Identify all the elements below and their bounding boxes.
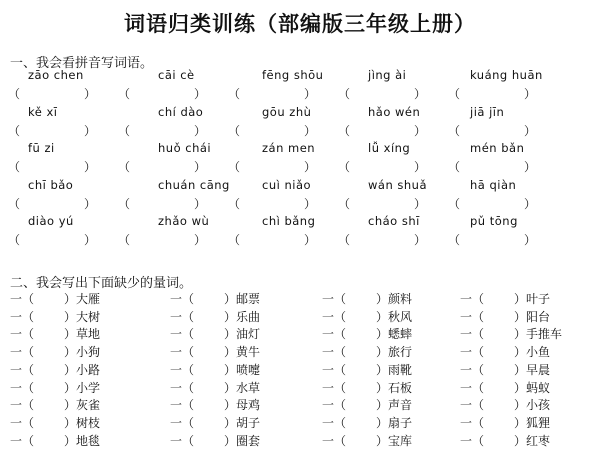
open-paren: （: [448, 123, 461, 138]
measure-prefix: 一（: [10, 327, 35, 342]
measure-word-item[interactable]: [10, 290, 100, 307]
measure-word-item[interactable]: [10, 379, 100, 396]
measure-suffix: ）: [376, 345, 389, 360]
measure-word-item[interactable]: [322, 343, 412, 360]
close-paren: ）: [84, 233, 97, 247]
measure-word-item[interactable]: [170, 343, 260, 360]
close-paren: ）: [84, 123, 97, 138]
open-paren: （: [338, 233, 351, 247]
measure-word-item[interactable]: [10, 325, 100, 342]
measure-word-item[interactable]: [10, 414, 100, 431]
open-paren: （: [338, 160, 351, 174]
measure-suffix: ）: [224, 345, 237, 360]
pinyin-prompt: hǎo wén: [368, 104, 421, 119]
measure-noun: 蚂蚁: [526, 380, 551, 395]
measure-word-item[interactable]: [460, 325, 562, 342]
measure-noun: 小狗: [76, 345, 101, 360]
measure-word-item[interactable]: [460, 396, 550, 413]
measure-prefix: 一（: [322, 292, 347, 306]
close-paren: ）: [524, 233, 537, 247]
open-paren: （: [448, 233, 461, 247]
measure-suffix: ）: [376, 309, 389, 324]
close-paren: ）: [414, 233, 427, 247]
measure-word-item[interactable]: [170, 414, 260, 431]
open-paren: （: [8, 87, 21, 101]
measure-word-item[interactable]: [170, 290, 260, 307]
pinyin-prompt: wán shuǎ: [368, 177, 428, 192]
close-paren: ）: [304, 87, 317, 101]
measure-prefix: 一（: [460, 309, 485, 324]
measure-suffix: ）: [514, 415, 527, 430]
measure-suffix: ）: [224, 309, 237, 324]
measure-word-item[interactable]: [322, 290, 412, 307]
close-paren: ）: [524, 160, 537, 174]
measure-word-item[interactable]: [10, 343, 100, 360]
measure-prefix: 一（: [170, 398, 195, 413]
measure-prefix: 一（: [10, 415, 35, 430]
measure-prefix: 一（: [170, 415, 195, 430]
measure-prefix: 一（: [10, 362, 35, 377]
measure-noun: 水草: [236, 380, 261, 395]
measure-prefix: 一（: [460, 380, 485, 395]
measure-noun: 黄牛: [236, 345, 261, 360]
open-paren: （: [118, 233, 131, 247]
close-paren: ）: [194, 123, 207, 138]
measure-noun: 圈套: [236, 433, 261, 448]
measure-suffix: ）: [224, 380, 237, 395]
open-paren: （: [338, 196, 351, 211]
measure-prefix: 一（: [10, 380, 35, 395]
measure-prefix: 一（: [170, 362, 195, 377]
measure-noun: 蟋蟀: [388, 327, 413, 342]
measure-prefix: 一（: [322, 380, 347, 395]
measure-noun: 树枝: [76, 415, 101, 430]
measure-noun: 大雁: [76, 292, 101, 306]
measure-word-item[interactable]: [460, 308, 550, 325]
measure-noun: 狐狸: [526, 415, 551, 430]
open-paren: （: [228, 87, 241, 101]
measure-suffix: ）: [224, 398, 237, 413]
pinyin-prompt: lǚ xíng: [368, 141, 411, 155]
pinyin-prompt: chì bǎng: [262, 214, 316, 228]
measure-word-item[interactable]: [170, 432, 260, 449]
measure-prefix: 一（: [170, 433, 195, 448]
measure-suffix: ）: [376, 292, 389, 306]
measure-suffix: ）: [224, 292, 237, 306]
pinyin-prompt: fū zi: [28, 141, 55, 155]
measure-noun: 小鱼: [526, 345, 551, 360]
pinyin-prompt: zāo chen: [28, 68, 84, 82]
measure-noun: 声音: [388, 398, 413, 413]
section2-heading: 二、我会写出下面缺少的量词。: [10, 276, 193, 291]
pinyin-prompt: cāi cè: [158, 68, 195, 82]
measure-prefix: 一（: [322, 433, 347, 448]
pinyin-prompt: cuì niǎo: [262, 177, 312, 192]
close-paren: ）: [194, 233, 207, 247]
measure-word-item[interactable]: [322, 325, 412, 342]
measure-suffix: ）: [64, 415, 77, 430]
measure-noun: 颜料: [388, 292, 413, 306]
measure-suffix: ）: [224, 415, 237, 430]
close-paren: ）: [304, 233, 317, 247]
measure-suffix: ）: [376, 398, 389, 413]
measure-prefix: 一（: [10, 292, 35, 306]
measure-prefix: 一（: [10, 398, 35, 413]
measure-prefix: 一（: [322, 415, 347, 430]
pinyin-prompt: kě xī: [28, 104, 58, 119]
pinyin-prompt: zhǎo wù: [158, 214, 210, 228]
close-paren: ）: [524, 196, 537, 211]
close-paren: ）: [524, 123, 537, 138]
measure-suffix: ）: [64, 309, 77, 324]
measure-suffix: ）: [376, 327, 389, 342]
measure-prefix: 一（: [322, 362, 347, 377]
measure-word-item[interactable]: [10, 432, 100, 449]
open-paren: （: [228, 123, 241, 138]
measure-noun: 灰雀: [76, 398, 101, 413]
measure-prefix: 一（: [460, 327, 485, 342]
measure-suffix: ）: [514, 433, 527, 448]
measure-noun: 邮票: [236, 292, 261, 306]
measure-noun: 石板: [388, 380, 413, 395]
open-paren: （: [8, 123, 21, 138]
measure-word-item[interactable]: [460, 432, 550, 449]
measure-word-item[interactable]: [10, 361, 100, 378]
measure-suffix: ）: [376, 362, 389, 377]
measure-noun: 阳台: [526, 309, 551, 324]
pinyin-prompt: hā qiàn: [470, 177, 517, 192]
measure-prefix: 一（: [460, 362, 485, 377]
measure-suffix: ）: [376, 433, 389, 448]
open-paren: （: [8, 160, 21, 174]
pinyin-prompt: diào yú: [28, 214, 74, 228]
open-paren: （: [338, 87, 351, 101]
close-paren: ）: [414, 160, 427, 174]
measure-word-item[interactable]: [460, 361, 550, 378]
open-paren: （: [338, 123, 351, 138]
measure-noun: 早晨: [526, 362, 551, 377]
measure-prefix: 一（: [10, 433, 35, 448]
measure-word-item[interactable]: [170, 325, 260, 342]
open-paren: （: [118, 196, 131, 211]
measure-noun: 大树: [76, 309, 101, 324]
open-paren: （: [448, 87, 461, 101]
measure-prefix: 一（: [460, 345, 485, 360]
measure-prefix: 一（: [460, 433, 485, 448]
pinyin-prompt: cháo shī: [368, 214, 420, 228]
pinyin-prompt: chī bǎo: [28, 177, 74, 192]
open-paren: （: [448, 196, 461, 211]
measure-prefix: 一（: [170, 380, 195, 395]
measure-noun: 红枣: [526, 433, 551, 448]
measure-word-item[interactable]: [322, 361, 412, 378]
close-paren: ）: [524, 87, 537, 101]
measure-word-item[interactable]: [322, 308, 412, 325]
measure-prefix: 一（: [170, 309, 195, 324]
open-paren: （: [448, 160, 461, 174]
measure-prefix: 一（: [460, 398, 485, 413]
pinyin-prompt: mén bǎn: [470, 141, 525, 155]
close-paren: ）: [194, 87, 207, 101]
measure-word-item[interactable]: [460, 290, 550, 307]
measure-word-item[interactable]: [322, 379, 412, 396]
measure-noun: 扇子: [388, 415, 413, 430]
open-paren: （: [118, 87, 131, 101]
pinyin-prompt: pǔ tōng: [470, 214, 518, 228]
close-paren: ）: [84, 196, 97, 211]
measure-prefix: 一（: [170, 292, 195, 306]
measure-prefix: 一（: [460, 292, 485, 306]
measure-prefix: 一（: [10, 345, 35, 360]
measure-suffix: ）: [64, 433, 77, 448]
measure-word-item[interactable]: [322, 432, 412, 449]
measure-suffix: ）: [64, 345, 77, 360]
measure-suffix: ）: [224, 362, 237, 377]
open-paren: （: [118, 123, 131, 138]
measure-noun: 叶子: [526, 292, 551, 306]
measure-noun: 油灯: [236, 327, 261, 342]
measure-suffix: ）: [64, 362, 77, 377]
pinyin-prompt: gōu zhù: [262, 104, 312, 119]
measure-noun: 小孩: [526, 398, 551, 413]
measure-prefix: 一（: [322, 309, 347, 324]
pinyin-prompt: chí dào: [158, 104, 204, 119]
measure-noun: 宝库: [388, 433, 413, 448]
open-paren: （: [228, 160, 241, 174]
close-paren: ）: [84, 87, 97, 101]
measure-noun: 地毯: [76, 433, 101, 448]
close-paren: ）: [304, 123, 317, 138]
measure-prefix: 一（: [322, 345, 347, 360]
section1-heading: 一、我会看拼音写词语。: [10, 56, 154, 71]
measure-suffix: ）: [514, 398, 527, 413]
measure-suffix: ）: [514, 362, 527, 377]
measure-word-item[interactable]: [170, 308, 260, 325]
measure-word-item[interactable]: [10, 396, 100, 413]
page-title: 词语归类训练（部编版三年级上册）: [124, 12, 476, 36]
measure-noun: 喷嚏: [236, 362, 261, 377]
open-paren: （: [8, 233, 21, 247]
measure-word-item[interactable]: [460, 343, 550, 360]
measure-word-item[interactable]: [170, 379, 260, 396]
measure-suffix: ）: [64, 380, 77, 395]
close-paren: ）: [84, 160, 97, 174]
open-paren: （: [118, 160, 131, 174]
measure-noun: 旅行: [388, 345, 413, 360]
measure-suffix: ）: [224, 433, 237, 448]
open-paren: （: [228, 196, 241, 211]
measure-suffix: ）: [64, 398, 77, 413]
close-paren: ）: [304, 160, 317, 174]
pinyin-prompt: chuán cāng: [158, 177, 230, 192]
pinyin-prompt: huǒ chái: [158, 141, 212, 155]
measure-prefix: 一（: [170, 345, 195, 360]
measure-noun: 雨靴: [388, 362, 413, 377]
measure-suffix: ）: [64, 292, 77, 306]
close-paren: ）: [194, 160, 207, 174]
measure-word-item[interactable]: [170, 396, 260, 413]
measure-prefix: 一（: [10, 309, 35, 324]
measure-word-item[interactable]: [170, 361, 260, 378]
measure-suffix: ）: [376, 380, 389, 395]
measure-suffix: ）: [514, 309, 527, 324]
measure-prefix: 一（: [322, 327, 347, 342]
measure-word-item[interactable]: [10, 308, 100, 325]
measure-noun: 母鸡: [236, 398, 261, 413]
close-paren: ）: [414, 196, 427, 211]
open-paren: （: [8, 196, 21, 211]
measure-prefix: 一（: [460, 415, 485, 430]
close-paren: ）: [304, 196, 317, 211]
close-paren: ）: [414, 123, 427, 138]
measure-suffix: ）: [514, 380, 527, 395]
measure-word-item[interactable]: [460, 414, 550, 431]
measure-word-item[interactable]: [322, 414, 412, 431]
measure-suffix: ）: [514, 327, 527, 342]
pinyin-prompt: jiā jīn: [470, 104, 505, 119]
measure-prefix: 一（: [322, 398, 347, 413]
measure-noun: 秋风: [388, 309, 413, 324]
pinyin-prompt: jìng ài: [368, 68, 407, 82]
measure-suffix: ）: [224, 327, 237, 342]
close-paren: ）: [194, 196, 207, 211]
pinyin-prompt: kuáng huān: [470, 68, 543, 82]
pinyin-prompt: fēng shōu: [262, 68, 324, 82]
measure-noun: 小路: [76, 362, 101, 377]
measure-noun: 胡子: [236, 415, 261, 430]
measure-word-item[interactable]: [460, 379, 550, 396]
open-paren: （: [228, 233, 241, 247]
pinyin-prompt: zán men: [262, 141, 316, 155]
measure-noun: 草地: [76, 327, 101, 342]
measure-noun: 乐曲: [236, 309, 261, 324]
measure-suffix: ）: [64, 327, 77, 342]
measure-word-item[interactable]: [322, 396, 412, 413]
measure-prefix: 一（: [170, 327, 195, 342]
measure-noun: 手推车: [526, 327, 563, 342]
measure-suffix: ）: [514, 292, 527, 306]
measure-suffix: ）: [514, 345, 527, 360]
measure-noun: 小学: [76, 380, 101, 395]
close-paren: ）: [414, 87, 427, 101]
measure-suffix: ）: [376, 415, 389, 430]
